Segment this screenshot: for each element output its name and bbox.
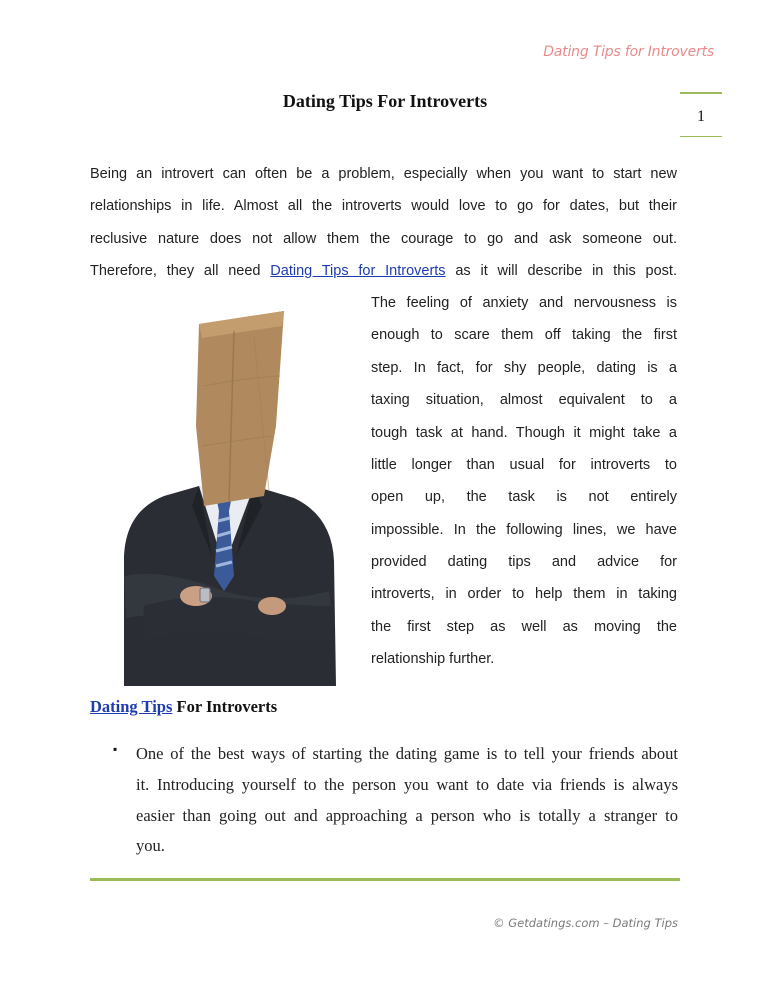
side-text-line: relationship further. <box>371 651 495 667</box>
side-text-line: introverts, in order to help them in taking <box>371 586 677 602</box>
section-heading-rest: For Introverts <box>172 697 278 716</box>
intro-line: reclusive nature does not allow them the courage to go and ask someone out. <box>90 231 677 247</box>
paper-bag-man-photo <box>104 306 344 686</box>
side-text-line: open up, the task is not entirely <box>371 489 677 505</box>
intro-line-with-link <box>90 261 677 281</box>
footer-text: © Getdatings.com – Dating Tips <box>493 916 678 930</box>
header-brand: Dating Tips for Introverts <box>543 44 714 60</box>
footer-divider <box>90 878 680 881</box>
page-number-box <box>680 92 722 137</box>
side-text-line: The feeling of anxiety and nervousness is <box>371 295 677 311</box>
side-text-line: provided dating tips and advice for <box>371 554 677 570</box>
side-text-line: step. In fact, for shy people, dating is a <box>371 360 677 376</box>
bullet-text-line: you. <box>136 836 165 855</box>
side-text-line: enough to scare them off taking the first <box>371 327 677 343</box>
side-text-line: taxing situation, almost equivalent to a <box>371 392 677 408</box>
side-text-line: impossible. In the following lines, we have <box>371 522 677 538</box>
dating-tips-heading-link[interactable]: Dating Tips <box>90 697 173 716</box>
bullet-marker-icon: ▪ <box>113 742 118 756</box>
page-number: 1 <box>697 108 705 125</box>
intro-text-before: Therefore, they all need <box>90 263 271 279</box>
dating-tips-link[interactable]: Dating Tips for Introverts <box>270 263 446 279</box>
side-text-line: the first step as well as moving the <box>371 619 677 635</box>
bullet-text-line: it. Introducing yourself to the person you want to date via friends is always <box>136 775 678 794</box>
intro-line: relationships in life. Almost all the introverts would love to go for dates, but their <box>90 198 677 214</box>
page-title: Dating Tips For Introverts <box>282 91 488 111</box>
section-heading <box>90 697 277 717</box>
intro-text-after: as it will describe in this post. <box>445 263 677 279</box>
side-text-line: tough task at hand. Though it might take a <box>371 425 677 441</box>
bullet-text-line: easier than going out and approaching a person who is totally a stranger to <box>136 806 678 825</box>
intro-line: Being an introvert can often be a problem, especially when you want to start new <box>90 166 677 182</box>
side-text-line: little longer than usual for introverts to <box>371 457 677 473</box>
bullet-text-line: One of the best ways of starting the dating game is to tell your friends about <box>136 744 678 763</box>
